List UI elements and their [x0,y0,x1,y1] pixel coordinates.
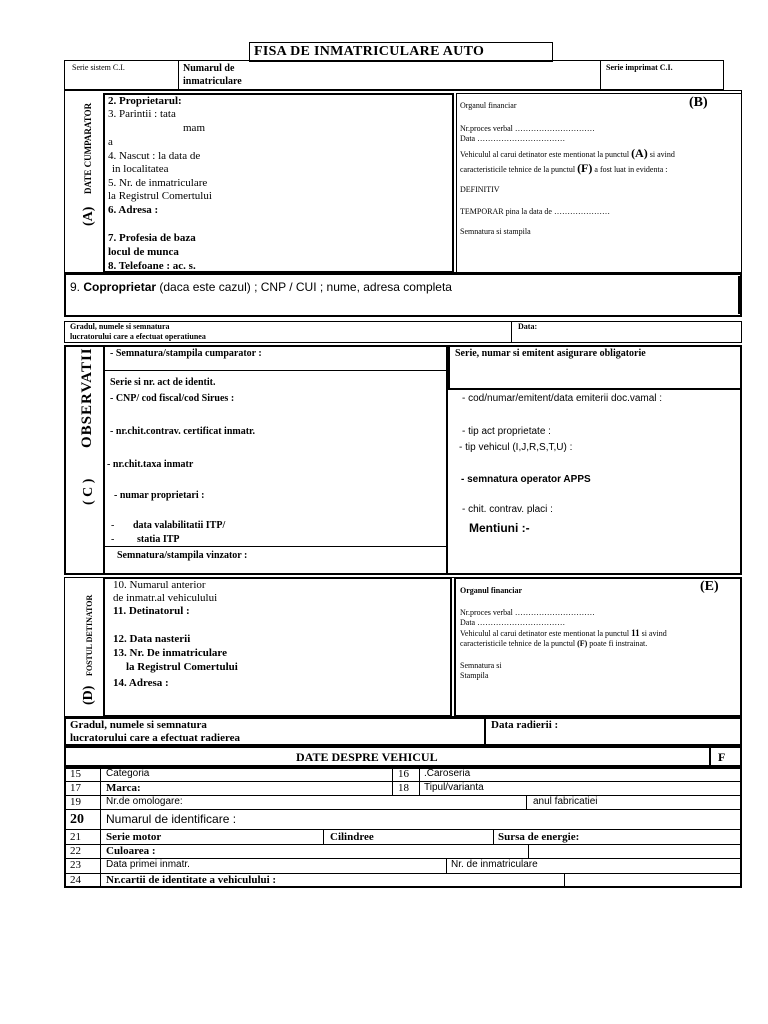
statia-itp-label: statia ITP [137,534,180,545]
chit-contrav-label: - nr.chit.contrav. certificat inmatr. [110,426,256,437]
numar-proprietari-label: - numar proprietari : [114,490,205,501]
anul-fabricatiei-label: anul fabricatiei [533,796,598,807]
organ-financiar-e: Organul financiar [460,586,523,595]
numar-anterior-label: 10. Numarul anterior [113,579,206,591]
nr-inmatriculare-label: 5. Nr. de inmatriculare [108,177,208,189]
parinti-mama-label-2: a [108,136,113,148]
semnatura-e-2: Stampila [460,671,489,680]
row24-num: 24 [70,874,81,886]
semnatura-cumparator: - Semnatura/stampila cumparator : [110,348,262,359]
chit-placi-label: - chit. contrav. placi : [462,504,553,515]
nr-inmatriculare-row-label: Nr. de inmatriculare [451,859,538,870]
section-d-letter: (D) [81,685,96,705]
section-d-side-label: FOSTUL DETINATOR [85,594,94,676]
section-c-side-label: OBSERVATII [79,347,95,448]
row16-num: 16 [398,768,409,780]
numar-inmatriculare-label-2: inmatriculare [183,76,242,87]
itp-valabilitate-label: data valabilitatii ITP/ [133,520,226,531]
data-nasterii-label: 12. Data nasterii [113,633,191,645]
omologare-label: Nr.de omologare: [106,796,183,807]
section-a-letter: (A) [81,206,96,226]
row20-num: 20 [70,812,84,827]
locul-munca-label: locul de munca [108,246,179,258]
row15-num: 15 [70,768,81,780]
semnatura-stampila-b: Semnatura si stampila [460,227,531,236]
parinti-mama-label: mam [183,122,205,134]
row17-num: 17 [70,782,81,794]
localitate-label: in localitatea [112,163,169,175]
registrul-comertului-d: la Registrul Comertului [126,661,238,673]
serie-imprimat-label: Serie imprimat C.I. [606,63,673,72]
coproprietar-field: 9. Coproprietar (daca este cazul) ; CNP / CUI ; nume, adresa completa [70,280,452,294]
proces-verbal-b: Nr.proces verbal ………………………… [460,124,595,133]
categoria-label: Categoria [106,768,150,779]
nr-inmatr-rc-label: 13. Nr. De inmatriculare [113,647,227,659]
data-label-1: Data: [518,322,538,331]
cnp-label: - CNP/ cod fiscal/cod Sirues : [110,393,235,404]
adresa-label: 6. Adresa : [108,204,159,216]
asigurare-label: Serie, numar si emitent asigurare obligatorie [455,348,646,359]
data-primei-inmatr-label: Data primei inmatr. [106,859,190,870]
lucrator-label-2: lucratorului care a efectuat radierea [70,732,241,744]
marca-label: Marca: [106,782,141,794]
section-a-side-label: DATE CUMPARATOR [83,102,93,194]
data-b: Data …………………………… [460,134,566,143]
numar-inmatriculare-label: Numarul de [183,63,235,74]
section-b-box [456,93,742,273]
cod-vamal-label: - cod/numar/emitent/data emiterii doc.vamal : [462,393,663,404]
vehicul-title: DATE DESPRE VEHICUL [296,750,438,764]
culoarea-label: Culoarea : [106,845,156,857]
adresa-d-label: 14. Adresa : [113,677,169,689]
row18-num: 18 [398,782,409,794]
organ-financiar-b: Organul financiar [460,101,517,110]
row19-num: 19 [70,796,81,808]
registrul-comertului-label: la Registrul Comertului [108,190,212,202]
mentiuni-label: Mentiuni :- [469,521,530,535]
profesia-label: 7. Profesia de baza [108,232,196,244]
sursa-energie-label: Sursa de energie: [498,831,580,843]
inmatr-vehicul-label: de inmatr.al vehiculului [113,592,218,604]
vehicul-text-e-1: Vehiculul al carui detinator este mentionat la punctul 11 si avind [460,628,667,638]
vehicul-text-b-2: caracteristicile tehnice de la punctul (F) a fost luat in evidenta : [460,161,668,175]
row22-num: 22 [70,845,81,857]
row21-num: 21 [70,831,81,843]
vehicul-text-b-1: Vehiculul al carui detinator este mentionat la punctul (A) si avind [460,146,675,160]
section-b-letter: (B) [689,95,708,110]
vehicul-text-e-2: caracteristicile tehnice de la punctul (F) poate fi instrainat. [460,639,648,648]
detinator-label: 11. Detinatorul : [113,605,190,617]
chit-taxa-label: - nr.chit.taxa inmatr [107,459,194,470]
temporar-label: TEMPORAR pina la data de ………………… [460,207,610,216]
tipul-varianta-label: Tipul/varianta [424,782,484,793]
definitiv-label: DEFINITIV [460,185,500,194]
serie-motor-label: Serie motor [106,831,162,843]
tip-act-label: - tip act proprietate : [462,426,551,437]
gradul-label-1: Gradul, numele si semnatura [70,322,170,331]
proces-verbal-e: Nr.proces verbal ………………………… [460,608,595,617]
caroseria-label: .Caroseria [424,768,471,779]
parinti-label: 3. Parintii : tata [108,108,176,120]
section-c-letter: ( C ) [81,478,96,505]
section-e-letter: (E) [700,579,719,594]
serie-act-label: Serie si nr. act de identit. [110,377,216,388]
lucrator-label-1: lucratorului care a efectuat operatiunea [70,332,206,341]
data-radierii-label: Data radierii : [491,719,559,731]
carte-identitate-label: Nr.cartii de identitate a vehiculului : [106,874,277,886]
data-e: Data …………………………… [460,618,566,627]
nascut-label: 4. Nascut : la data de [108,150,201,162]
vehicul-letter: F [718,750,726,764]
numar-identificare-label: Numarul de identificare : [106,812,237,826]
operator-apps-label: - semnatura operator APPS [461,474,591,485]
serie-sistem-label: Serie sistem C.I. [72,63,125,72]
row23-num: 23 [70,859,81,871]
gradul-label-2: Gradul, numele si semnatura [70,719,207,731]
dash-2: - [111,534,115,545]
semnatura-vinzator: Semnatura/stampila vinzator : [117,550,248,561]
semnatura-e-1: Semnatura si [460,661,502,670]
proprietar-label: 2. Proprietarul: [108,95,182,107]
tip-vehicul-label: - tip vehicul (I,J,R,S,T,U) : [459,442,573,453]
cilindree-label: Cilindree [330,831,374,843]
telefoane-label: 8. Telefoane : ac. s. [108,260,196,272]
dash-1: - [111,520,115,531]
form-title: FISA DE INMATRICULARE AUTO [254,44,485,59]
